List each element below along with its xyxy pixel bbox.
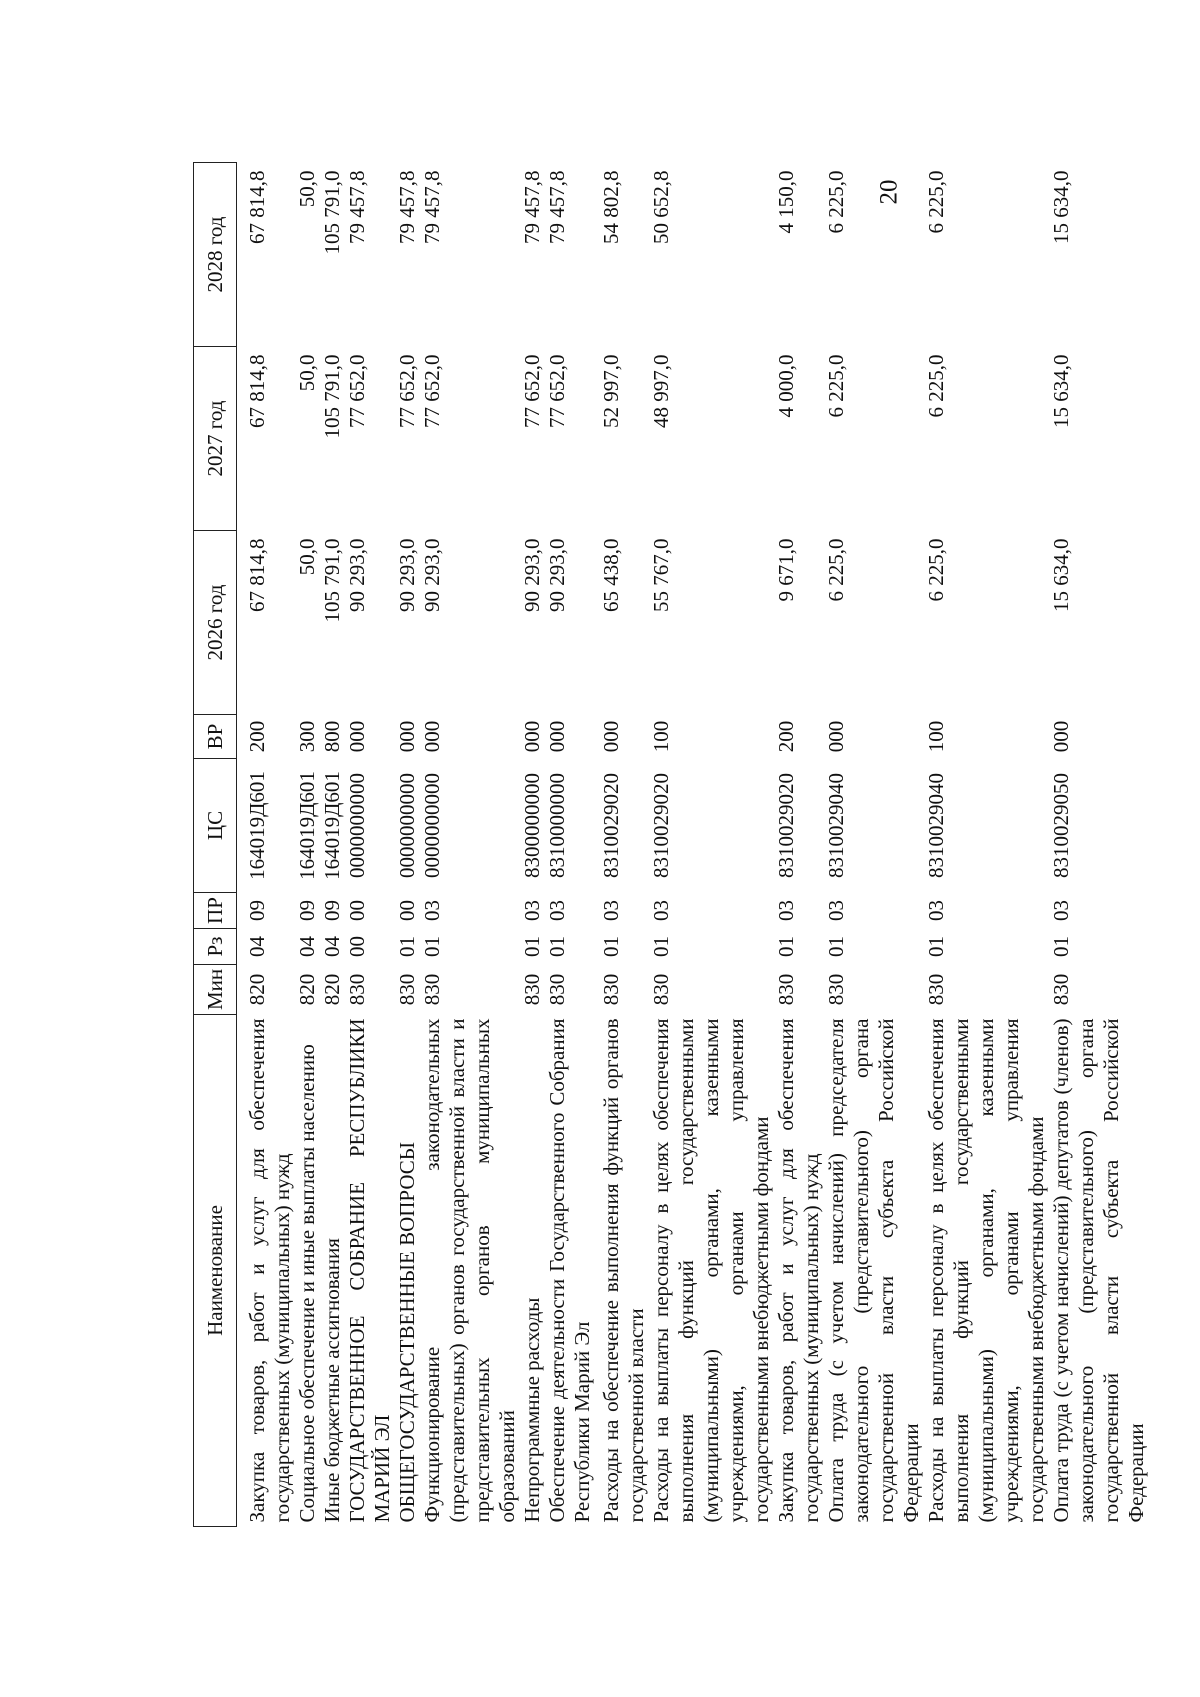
- row-vr: 000: [395, 720, 419, 753]
- table-row: [420, 163, 520, 1527]
- row-rz: 04: [245, 936, 269, 957]
- row-min: 830: [395, 973, 419, 1006]
- table-row: [520, 163, 545, 1527]
- row-name: Социальное обеспечение и иные выплаты населению: [295, 1044, 319, 1523]
- row-vr: 300: [295, 720, 319, 753]
- table-row: [395, 163, 420, 1527]
- row-2026: 55 767,0: [649, 538, 673, 612]
- row-cs: 164019Д601: [295, 771, 319, 880]
- row-cs: 8310029040: [824, 773, 848, 878]
- header-cs: ЦС: [194, 759, 237, 893]
- table-header-row: [194, 163, 237, 1527]
- row-min: 830: [545, 973, 569, 1006]
- row-pr: 03: [1049, 900, 1073, 921]
- row-2027: 67 814,8: [245, 354, 269, 428]
- row-2028: 50 652,8: [649, 170, 673, 244]
- row-name: Оплата труда (с учетом начислений) депутатов (членов) законодательного (представительного) органа государственной власти субъекта Российской Федерации: [1049, 1018, 1148, 1523]
- row-rz: 00: [345, 936, 369, 957]
- row-2027: 77 652,0: [345, 354, 369, 428]
- row-min: 830: [1049, 973, 1073, 1006]
- row-cs: 164019Д601: [320, 771, 344, 880]
- row-2028: 54 802,8: [599, 170, 623, 244]
- row-min: 820: [320, 973, 344, 1006]
- table-row: [824, 163, 924, 1527]
- row-2027: 52 997,0: [599, 354, 623, 428]
- row-vr: 000: [420, 720, 444, 753]
- row-pr: 09: [245, 900, 269, 921]
- row-pr: 03: [599, 900, 623, 921]
- row-rz: 01: [649, 936, 673, 957]
- row-vr: 000: [520, 720, 544, 753]
- row-rz: 01: [1049, 936, 1073, 957]
- header-pr: ПР: [194, 893, 237, 929]
- row-2028: 6 225,0: [924, 170, 948, 234]
- row-min: 830: [345, 973, 369, 1006]
- row-pr: 09: [295, 900, 319, 921]
- row-2028: 6 225,0: [824, 170, 848, 234]
- row-cs: 8310029020: [649, 773, 673, 878]
- row-2026: 90 293,0: [520, 538, 544, 612]
- row-2026: 90 293,0: [545, 538, 569, 612]
- row-pr: 03: [774, 900, 798, 921]
- header-name: Наименование: [194, 1015, 237, 1527]
- row-2028: 79 457,8: [395, 170, 419, 244]
- row-name: Закупка товаров, работ и услуг для обеспечения государственных (муниципальных) нужд: [245, 1018, 294, 1523]
- row-2027: 15 634,0: [1049, 354, 1073, 428]
- row-2026: 67 814,8: [245, 538, 269, 612]
- row-cs: 0000000000: [420, 773, 444, 878]
- row-2026: 90 293,0: [345, 538, 369, 612]
- row-min: 830: [520, 973, 544, 1006]
- row-vr: 800: [320, 720, 344, 753]
- row-2028: 79 457,8: [345, 170, 369, 244]
- row-name: Иные бюджетные ассигнования: [320, 1238, 344, 1523]
- row-name: ГОСУДАРСТВЕННОЕ СОБРАНИЕ РЕСПУБЛИКИ МАРИЙ ЭЛ: [345, 1018, 394, 1523]
- row-2028: 15 634,0: [1049, 170, 1073, 244]
- header-vr: ВР: [194, 715, 237, 759]
- row-name: Расходы на выплаты персоналу в целях обеспечения выполнения функций государственными (муниципальными) органами, казенными учреждениями, органами управления государственными внебюджетными фондами: [649, 1018, 773, 1523]
- table-row: [774, 163, 824, 1527]
- row-vr: 000: [1049, 720, 1073, 753]
- header-2027: 2027 год: [194, 347, 237, 531]
- row-name: Оплата труда (с учетом начислений) председателя законодательного (представительного) органа государственной власти субъекта Российской Федерации: [824, 1018, 923, 1523]
- row-vr: 100: [924, 720, 948, 753]
- row-cs: 0000000000: [345, 773, 369, 878]
- row-name: Непрограммные расходы: [520, 1297, 544, 1523]
- row-cs: 8300000000: [520, 773, 544, 878]
- row-name: Закупка товаров, работ и услуг для обеспечения государственных (муниципальных) нужд: [774, 1018, 823, 1523]
- row-vr: 100: [649, 720, 673, 753]
- row-min: 830: [774, 973, 798, 1006]
- row-2026: 90 293,0: [395, 538, 419, 612]
- row-rz: 01: [545, 936, 569, 957]
- table-row: [545, 163, 595, 1527]
- row-min: 830: [924, 973, 948, 1006]
- row-vr: 000: [345, 720, 369, 753]
- row-2027: 6 225,0: [824, 354, 848, 418]
- row-2028: 50,0: [295, 170, 319, 208]
- row-pr: 03: [545, 900, 569, 921]
- row-vr: 000: [599, 720, 623, 753]
- row-name: Расходы на выплаты персоналу в целях обеспечения выполнения функций государственными (муниципальными) органами, казенными учреждениями, органами управления государственными внебюджетными фондами: [924, 1018, 1048, 1523]
- row-rz: 01: [599, 936, 623, 957]
- rotated-page-content: [193, 163, 1149, 1527]
- row-2028: 79 457,8: [520, 170, 544, 244]
- row-cs: 8310029040: [924, 773, 948, 878]
- row-rz: 01: [924, 936, 948, 957]
- row-2027: 77 652,0: [395, 354, 419, 428]
- row-min: 820: [245, 973, 269, 1006]
- row-cs: 8310000000: [545, 773, 569, 878]
- row-2027: 105 791,0: [320, 354, 344, 439]
- row-2027: 77 652,0: [545, 354, 569, 428]
- row-pr: 03: [924, 900, 948, 921]
- row-pr: 00: [395, 900, 419, 921]
- row-2026: 6 225,0: [824, 538, 848, 602]
- page-number: 20: [875, 179, 903, 205]
- row-2027: 50,0: [295, 354, 319, 392]
- row-name: ОБЩЕГОСУДАРСТВЕННЫЕ ВОПРОСЫ: [395, 1141, 419, 1523]
- row-min: 830: [649, 973, 673, 1006]
- row-2026: 65 438,0: [599, 538, 623, 612]
- row-min: 830: [599, 973, 623, 1006]
- row-2027: 48 997,0: [649, 354, 673, 428]
- header-2026: 2026 год: [194, 531, 237, 715]
- row-min: 830: [824, 973, 848, 1006]
- row-cs: 164019Д601: [245, 771, 269, 880]
- row-pr: 03: [520, 900, 544, 921]
- row-pr: 00: [345, 900, 369, 921]
- row-rz: 04: [320, 936, 344, 957]
- row-cs: 8310029050: [1049, 773, 1073, 878]
- row-pr: 03: [420, 900, 444, 921]
- row-cs: 0000000000: [395, 773, 419, 878]
- row-rz: 01: [420, 936, 444, 957]
- row-2026: 15 634,0: [1049, 538, 1073, 612]
- row-2027: 4 000,0: [774, 354, 798, 418]
- header-2028: 2028 год: [194, 163, 237, 347]
- row-2028: 4 150,0: [774, 170, 798, 234]
- row-name: Функционирование законодательных (представительных) органов государственной власти и представительных органов муниципальных образований: [420, 1018, 519, 1523]
- table-row: [1049, 163, 1149, 1527]
- row-name: Обеспечение деятельности Государственного Собрания Республики Марий Эл: [545, 1018, 594, 1523]
- row-min: 820: [295, 973, 319, 1006]
- row-name: Расходы на обеспечение выполнения функций органов государственной власти: [599, 1018, 648, 1523]
- row-rz: 01: [774, 936, 798, 957]
- row-pr: 09: [320, 900, 344, 921]
- row-2027: 77 652,0: [420, 354, 444, 428]
- table-row: [595, 163, 649, 1527]
- table-row: [320, 163, 345, 1527]
- table-row: [345, 163, 395, 1527]
- row-rz: 01: [395, 936, 419, 957]
- row-2028: 67 814,8: [245, 170, 269, 244]
- row-vr: 000: [545, 720, 569, 753]
- row-vr: 200: [245, 720, 269, 753]
- row-2026: 6 225,0: [924, 538, 948, 602]
- row-min: 830: [420, 973, 444, 1006]
- header-rz: Рз: [194, 929, 237, 965]
- table-row: [295, 163, 320, 1527]
- row-rz: 04: [295, 936, 319, 957]
- row-cs: 8310029020: [774, 773, 798, 878]
- row-pr: 03: [824, 900, 848, 921]
- table-row: [237, 163, 296, 1527]
- row-2026: 90 293,0: [420, 538, 444, 612]
- row-rz: 01: [520, 936, 544, 957]
- row-vr: 000: [824, 720, 848, 753]
- row-2026: 105 791,0: [320, 538, 344, 623]
- row-2027: 6 225,0: [924, 354, 948, 418]
- row-2028: 79 457,8: [420, 170, 444, 244]
- row-2028: 105 791,0: [320, 170, 344, 255]
- row-2026: 50,0: [295, 538, 319, 576]
- row-rz: 01: [824, 936, 848, 957]
- row-vr: 200: [774, 720, 798, 753]
- row-2027: 77 652,0: [520, 354, 544, 428]
- row-2028: 79 457,8: [545, 170, 569, 244]
- budget-table: [193, 162, 1149, 1527]
- row-pr: 03: [649, 900, 673, 921]
- row-cs: 8310029020: [599, 773, 623, 878]
- table-row: [649, 163, 774, 1527]
- row-2026: 9 671,0: [774, 538, 798, 602]
- table-row: [924, 163, 1049, 1527]
- header-min: Мин: [194, 965, 237, 1015]
